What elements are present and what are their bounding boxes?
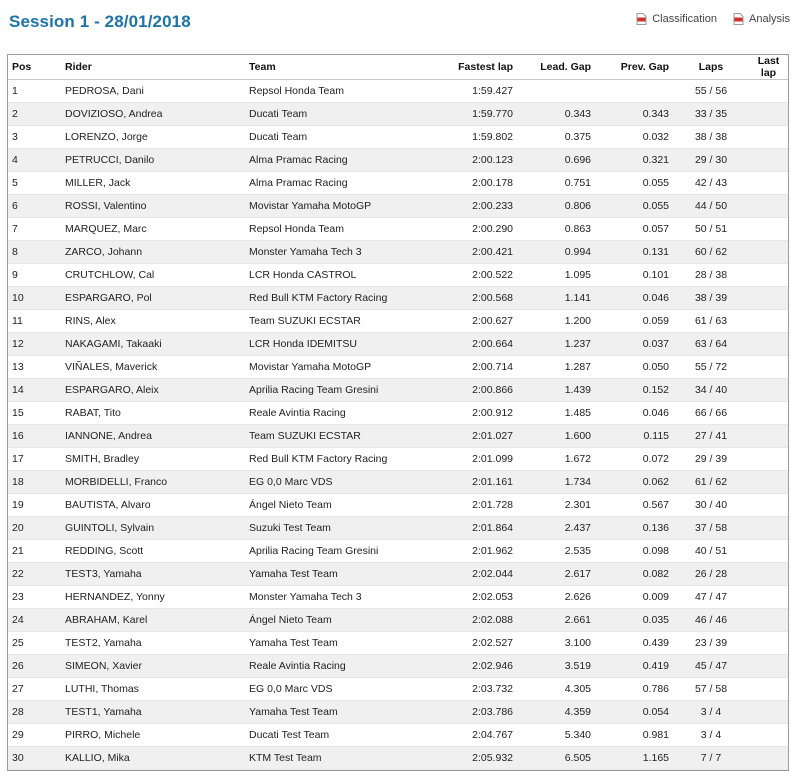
cell-fastest-lap: 2:00.627 <box>413 310 517 333</box>
cell-laps: 57 / 58 <box>673 678 749 701</box>
cell-last-lap <box>749 724 788 747</box>
cell-prev-gap: 0.152 <box>595 379 673 402</box>
cell-rider: MARQUEZ, Marc <box>61 218 245 241</box>
table-row <box>8 333 788 356</box>
cell-team: Repsol Honda Team <box>245 80 413 103</box>
cell-prev-gap: 0.981 <box>595 724 673 747</box>
cell-laps: 33 / 35 <box>673 103 749 126</box>
download-links <box>636 13 790 25</box>
cell-pos: 30 <box>8 747 61 770</box>
cell-pos: 10 <box>8 287 61 310</box>
cell-pos: 2 <box>8 103 61 126</box>
header-prev-gap: Prev. Gap <box>595 55 673 80</box>
cell-rider: MILLER, Jack <box>61 172 245 195</box>
cell-pos: 18 <box>8 471 61 494</box>
cell-lead-gap: 0.751 <box>517 172 595 195</box>
cell-pos: 13 <box>8 356 61 379</box>
cell-team: EG 0,0 Marc VDS <box>245 471 413 494</box>
cell-last-lap <box>749 448 788 471</box>
cell-team: Yamaha Test Team <box>245 563 413 586</box>
cell-laps: 3 / 4 <box>673 724 749 747</box>
cell-rider: PEDROSA, Dani <box>61 80 245 103</box>
table-row <box>8 540 788 563</box>
cell-team: Ducati Test Team <box>245 724 413 747</box>
cell-fastest-lap: 2:03.786 <box>413 701 517 724</box>
cell-fastest-lap: 2:00.290 <box>413 218 517 241</box>
cell-team: Yamaha Test Team <box>245 632 413 655</box>
cell-fastest-lap: 2:02.946 <box>413 655 517 678</box>
cell-laps: 3 / 4 <box>673 701 749 724</box>
table-row <box>8 425 788 448</box>
cell-laps: 66 / 66 <box>673 402 749 425</box>
cell-last-lap <box>749 310 788 333</box>
cell-lead-gap: 2.626 <box>517 586 595 609</box>
cell-pos: 7 <box>8 218 61 241</box>
cell-team: LCR Honda CASTROL <box>245 264 413 287</box>
cell-fastest-lap: 1:59.427 <box>413 80 517 103</box>
cell-laps: 55 / 72 <box>673 356 749 379</box>
table-row <box>8 678 788 701</box>
cell-laps: 29 / 39 <box>673 448 749 471</box>
header-laps: Laps <box>673 55 749 80</box>
cell-team: Alma Pramac Racing <box>245 172 413 195</box>
cell-rider: MORBIDELLI, Franco <box>61 471 245 494</box>
table-body <box>8 80 788 770</box>
cell-last-lap <box>749 655 788 678</box>
cell-prev-gap: 0.419 <box>595 655 673 678</box>
cell-laps: 55 / 56 <box>673 80 749 103</box>
table-row <box>8 632 788 655</box>
cell-last-lap <box>749 402 788 425</box>
cell-team: Ducati Team <box>245 103 413 126</box>
cell-pos: 9 <box>8 264 61 287</box>
cell-last-lap <box>749 80 788 103</box>
cell-pos: 21 <box>8 540 61 563</box>
cell-laps: 38 / 39 <box>673 287 749 310</box>
cell-laps: 44 / 50 <box>673 195 749 218</box>
cell-last-lap <box>749 379 788 402</box>
classification-link-label: Classification <box>652 13 718 25</box>
header-pos: Pos <box>8 55 61 80</box>
cell-fastest-lap: 2:02.053 <box>413 586 517 609</box>
cell-pos: 4 <box>8 149 61 172</box>
table-row <box>8 264 788 287</box>
cell-rider: TEST2, Yamaha <box>61 632 245 655</box>
cell-prev-gap: 0.046 <box>595 287 673 310</box>
cell-lead-gap: 3.519 <box>517 655 595 678</box>
cell-team: Team SUZUKI ECSTAR <box>245 425 413 448</box>
cell-prev-gap: 0.072 <box>595 448 673 471</box>
cell-prev-gap: 0.131 <box>595 241 673 264</box>
cell-fastest-lap: 2:00.178 <box>413 172 517 195</box>
cell-lead-gap: 0.994 <box>517 241 595 264</box>
cell-rider: ROSSI, Valentino <box>61 195 245 218</box>
header-last-lap: Last lap <box>749 55 788 80</box>
cell-lead-gap: 1.141 <box>517 287 595 310</box>
cell-team: Aprilia Racing Team Gresini <box>245 540 413 563</box>
cell-team: Team SUZUKI ECSTAR <box>245 310 413 333</box>
cell-lead-gap: 5.340 <box>517 724 595 747</box>
cell-team: Suzuki Test Team <box>245 517 413 540</box>
cell-prev-gap: 0.098 <box>595 540 673 563</box>
cell-team: EG 0,0 Marc VDS <box>245 678 413 701</box>
cell-rider: RABAT, Tito <box>61 402 245 425</box>
cell-fastest-lap: 2:00.421 <box>413 241 517 264</box>
cell-lead-gap: 1.095 <box>517 264 595 287</box>
cell-prev-gap: 0.037 <box>595 333 673 356</box>
cell-team: Yamaha Test Team <box>245 701 413 724</box>
cell-team: Ángel Nieto Team <box>245 609 413 632</box>
cell-lead-gap: 2.437 <box>517 517 595 540</box>
cell-pos: 15 <box>8 402 61 425</box>
cell-lead-gap: 1.600 <box>517 425 595 448</box>
cell-prev-gap: 0.032 <box>595 126 673 149</box>
cell-laps: 37 / 58 <box>673 517 749 540</box>
cell-pos: 27 <box>8 678 61 701</box>
cell-laps: 27 / 41 <box>673 425 749 448</box>
cell-team: Movistar Yamaha MotoGP <box>245 356 413 379</box>
cell-pos: 22 <box>8 563 61 586</box>
classification-link[interactable] <box>636 13 717 25</box>
cell-laps: 61 / 63 <box>673 310 749 333</box>
cell-prev-gap: 0.057 <box>595 218 673 241</box>
cell-pos: 11 <box>8 310 61 333</box>
cell-rider: TEST3, Yamaha <box>61 563 245 586</box>
table-row <box>8 747 788 770</box>
cell-last-lap <box>749 356 788 379</box>
cell-lead-gap: 0.806 <box>517 195 595 218</box>
cell-team: Movistar Yamaha MotoGP <box>245 195 413 218</box>
cell-rider: RINS, Alex <box>61 310 245 333</box>
cell-lead-gap: 1.237 <box>517 333 595 356</box>
cell-lead-gap: 0.863 <box>517 218 595 241</box>
table-row <box>8 195 788 218</box>
cell-laps: 30 / 40 <box>673 494 749 517</box>
cell-fastest-lap: 2:05.932 <box>413 747 517 770</box>
table-row <box>8 724 788 747</box>
cell-laps: 46 / 46 <box>673 609 749 632</box>
cell-lead-gap: 1.439 <box>517 379 595 402</box>
cell-team: Monster Yamaha Tech 3 <box>245 586 413 609</box>
cell-last-lap <box>749 172 788 195</box>
cell-pos: 26 <box>8 655 61 678</box>
cell-lead-gap: 0.343 <box>517 103 595 126</box>
cell-lead-gap: 2.661 <box>517 609 595 632</box>
cell-prev-gap: 0.343 <box>595 103 673 126</box>
cell-last-lap <box>749 333 788 356</box>
cell-pos: 19 <box>8 494 61 517</box>
table-row <box>8 586 788 609</box>
cell-fastest-lap: 2:04.767 <box>413 724 517 747</box>
cell-last-lap <box>749 218 788 241</box>
cell-prev-gap: 0.115 <box>595 425 673 448</box>
cell-laps: 60 / 62 <box>673 241 749 264</box>
cell-fastest-lap: 2:01.099 <box>413 448 517 471</box>
cell-fastest-lap: 2:00.912 <box>413 402 517 425</box>
cell-fastest-lap: 2:00.568 <box>413 287 517 310</box>
cell-team: Red Bull KTM Factory Racing <box>245 287 413 310</box>
cell-last-lap <box>749 471 788 494</box>
header-fastest-lap: Fastest lap <box>413 55 517 80</box>
cell-pos: 25 <box>8 632 61 655</box>
cell-prev-gap: 0.035 <box>595 609 673 632</box>
cell-pos: 24 <box>8 609 61 632</box>
cell-last-lap <box>749 149 788 172</box>
cell-prev-gap: 0.136 <box>595 517 673 540</box>
cell-rider: PETRUCCI, Danilo <box>61 149 245 172</box>
header-rider: Rider <box>61 55 245 80</box>
table-row <box>8 701 788 724</box>
table-row <box>8 402 788 425</box>
cell-laps: 61 / 62 <box>673 471 749 494</box>
cell-rider: ESPARGARO, Pol <box>61 287 245 310</box>
cell-fastest-lap: 2:01.864 <box>413 517 517 540</box>
cell-lead-gap: 4.359 <box>517 701 595 724</box>
cell-lead-gap: 1.672 <box>517 448 595 471</box>
table-row <box>8 356 788 379</box>
cell-laps: 42 / 43 <box>673 172 749 195</box>
cell-fastest-lap: 2:00.233 <box>413 195 517 218</box>
cell-team: Monster Yamaha Tech 3 <box>245 241 413 264</box>
cell-prev-gap: 0.059 <box>595 310 673 333</box>
cell-last-lap <box>749 287 788 310</box>
cell-laps: 38 / 38 <box>673 126 749 149</box>
cell-rider: IANNONE, Andrea <box>61 425 245 448</box>
pdf-icon <box>733 13 744 25</box>
cell-prev-gap: 0.055 <box>595 195 673 218</box>
cell-last-lap <box>749 126 788 149</box>
cell-rider: LUTHI, Thomas <box>61 678 245 701</box>
cell-pos: 23 <box>8 586 61 609</box>
table-row <box>8 494 788 517</box>
cell-lead-gap: 4.305 <box>517 678 595 701</box>
table-row <box>8 609 788 632</box>
cell-team: Red Bull KTM Factory Racing <box>245 448 413 471</box>
cell-team: Reale Avintia Racing <box>245 402 413 425</box>
cell-last-lap <box>749 540 788 563</box>
cell-rider: NAKAGAMI, Takaaki <box>61 333 245 356</box>
cell-rider: KALLIO, Mika <box>61 747 245 770</box>
cell-pos: 5 <box>8 172 61 195</box>
cell-rider: HERNANDEZ, Yonny <box>61 586 245 609</box>
cell-lead-gap: 6.505 <box>517 747 595 770</box>
pdf-icon <box>636 13 647 25</box>
cell-last-lap <box>749 264 788 287</box>
cell-laps: 29 / 30 <box>673 149 749 172</box>
page-title: Session 1 - 28/01/2018 <box>9 12 191 31</box>
table-row <box>8 80 788 103</box>
table-row <box>8 172 788 195</box>
cell-rider: CRUTCHLOW, Cal <box>61 264 245 287</box>
cell-team: Ángel Nieto Team <box>245 494 413 517</box>
cell-fastest-lap: 1:59.770 <box>413 103 517 126</box>
cell-fastest-lap: 2:01.728 <box>413 494 517 517</box>
cell-rider: SIMEON, Xavier <box>61 655 245 678</box>
cell-prev-gap: 0.082 <box>595 563 673 586</box>
cell-laps: 26 / 28 <box>673 563 749 586</box>
cell-prev-gap: 0.101 <box>595 264 673 287</box>
cell-rider: LORENZO, Jorge <box>61 126 245 149</box>
cell-lead-gap: 2.535 <box>517 540 595 563</box>
cell-rider: ESPARGARO, Aleix <box>61 379 245 402</box>
cell-lead-gap: 1.734 <box>517 471 595 494</box>
cell-lead-gap: 0.696 <box>517 149 595 172</box>
cell-pos: 20 <box>8 517 61 540</box>
cell-fastest-lap: 2:02.527 <box>413 632 517 655</box>
cell-pos: 1 <box>8 80 61 103</box>
cell-laps: 40 / 51 <box>673 540 749 563</box>
cell-laps: 63 / 64 <box>673 333 749 356</box>
table-row <box>8 241 788 264</box>
cell-pos: 28 <box>8 701 61 724</box>
cell-pos: 14 <box>8 379 61 402</box>
page-header <box>0 0 800 54</box>
cell-last-lap <box>749 195 788 218</box>
cell-last-lap <box>749 632 788 655</box>
table-row <box>8 218 788 241</box>
cell-prev-gap: 0.321 <box>595 149 673 172</box>
cell-rider: DOVIZIOSO, Andrea <box>61 103 245 126</box>
cell-last-lap <box>749 678 788 701</box>
cell-pos: 12 <box>8 333 61 356</box>
results-table <box>8 55 788 770</box>
cell-team: Reale Avintia Racing <box>245 655 413 678</box>
cell-laps: 34 / 40 <box>673 379 749 402</box>
cell-last-lap <box>749 241 788 264</box>
cell-lead-gap: 1.287 <box>517 356 595 379</box>
cell-laps: 23 / 39 <box>673 632 749 655</box>
cell-fastest-lap: 2:00.664 <box>413 333 517 356</box>
cell-last-lap <box>749 103 788 126</box>
cell-team: Alma Pramac Racing <box>245 149 413 172</box>
results-table-container <box>7 54 789 771</box>
table-row <box>8 655 788 678</box>
cell-pos: 6 <box>8 195 61 218</box>
cell-prev-gap: 0.786 <box>595 678 673 701</box>
cell-lead-gap: 2.301 <box>517 494 595 517</box>
table-row <box>8 126 788 149</box>
cell-lead-gap: 0.375 <box>517 126 595 149</box>
cell-rider: REDDING, Scott <box>61 540 245 563</box>
analysis-link[interactable] <box>733 13 790 25</box>
cell-prev-gap <box>595 80 673 103</box>
header-team: Team <box>245 55 413 80</box>
cell-team: LCR Honda IDEMITSU <box>245 333 413 356</box>
cell-fastest-lap: 2:00.522 <box>413 264 517 287</box>
cell-fastest-lap: 1:59.802 <box>413 126 517 149</box>
cell-prev-gap: 0.009 <box>595 586 673 609</box>
cell-lead-gap: 2.617 <box>517 563 595 586</box>
cell-last-lap <box>749 586 788 609</box>
table-row <box>8 103 788 126</box>
cell-laps: 50 / 51 <box>673 218 749 241</box>
table-header-row <box>8 55 788 80</box>
cell-lead-gap: 1.485 <box>517 402 595 425</box>
cell-rider: ABRAHAM, Karel <box>61 609 245 632</box>
cell-lead-gap: 1.200 <box>517 310 595 333</box>
cell-rider: BAUTISTA, Alvaro <box>61 494 245 517</box>
cell-team: Ducati Team <box>245 126 413 149</box>
cell-prev-gap: 1.165 <box>595 747 673 770</box>
cell-last-lap <box>749 563 788 586</box>
cell-rider: VIÑALES, Maverick <box>61 356 245 379</box>
cell-pos: 8 <box>8 241 61 264</box>
cell-prev-gap: 0.567 <box>595 494 673 517</box>
cell-rider: GUINTOLI, Sylvain <box>61 517 245 540</box>
cell-fastest-lap: 2:00.866 <box>413 379 517 402</box>
cell-pos: 29 <box>8 724 61 747</box>
cell-prev-gap: 0.062 <box>595 471 673 494</box>
cell-laps: 28 / 38 <box>673 264 749 287</box>
header-lead-gap: Lead. Gap <box>517 55 595 80</box>
cell-fastest-lap: 2:02.088 <box>413 609 517 632</box>
table-row <box>8 149 788 172</box>
cell-team: Aprilia Racing Team Gresini <box>245 379 413 402</box>
cell-last-lap <box>749 494 788 517</box>
cell-rider: TEST1, Yamaha <box>61 701 245 724</box>
cell-team: KTM Test Team <box>245 747 413 770</box>
cell-team: Repsol Honda Team <box>245 218 413 241</box>
table-row <box>8 379 788 402</box>
cell-fastest-lap: 2:01.161 <box>413 471 517 494</box>
table-row <box>8 563 788 586</box>
cell-last-lap <box>749 747 788 770</box>
cell-laps: 7 / 7 <box>673 747 749 770</box>
cell-fastest-lap: 2:02.044 <box>413 563 517 586</box>
table-row <box>8 471 788 494</box>
cell-pos: 17 <box>8 448 61 471</box>
cell-fastest-lap: 2:01.027 <box>413 425 517 448</box>
cell-last-lap <box>749 425 788 448</box>
analysis-link-label: Analysis <box>749 13 790 25</box>
cell-last-lap <box>749 701 788 724</box>
table-row <box>8 310 788 333</box>
cell-last-lap <box>749 609 788 632</box>
cell-pos: 16 <box>8 425 61 448</box>
cell-prev-gap: 0.439 <box>595 632 673 655</box>
table-row <box>8 517 788 540</box>
cell-laps: 45 / 47 <box>673 655 749 678</box>
cell-prev-gap: 0.046 <box>595 402 673 425</box>
cell-prev-gap: 0.055 <box>595 172 673 195</box>
cell-last-lap <box>749 517 788 540</box>
cell-fastest-lap: 2:01.962 <box>413 540 517 563</box>
cell-prev-gap: 0.050 <box>595 356 673 379</box>
cell-rider: SMITH, Bradley <box>61 448 245 471</box>
table-row <box>8 287 788 310</box>
cell-fastest-lap: 2:00.714 <box>413 356 517 379</box>
cell-laps: 47 / 47 <box>673 586 749 609</box>
cell-lead-gap: 3.100 <box>517 632 595 655</box>
cell-fastest-lap: 2:00.123 <box>413 149 517 172</box>
cell-lead-gap <box>517 80 595 103</box>
table-row <box>8 448 788 471</box>
cell-fastest-lap: 2:03.732 <box>413 678 517 701</box>
cell-pos: 3 <box>8 126 61 149</box>
cell-rider: ZARCO, Johann <box>61 241 245 264</box>
cell-prev-gap: 0.054 <box>595 701 673 724</box>
cell-rider: PIRRO, Michele <box>61 724 245 747</box>
